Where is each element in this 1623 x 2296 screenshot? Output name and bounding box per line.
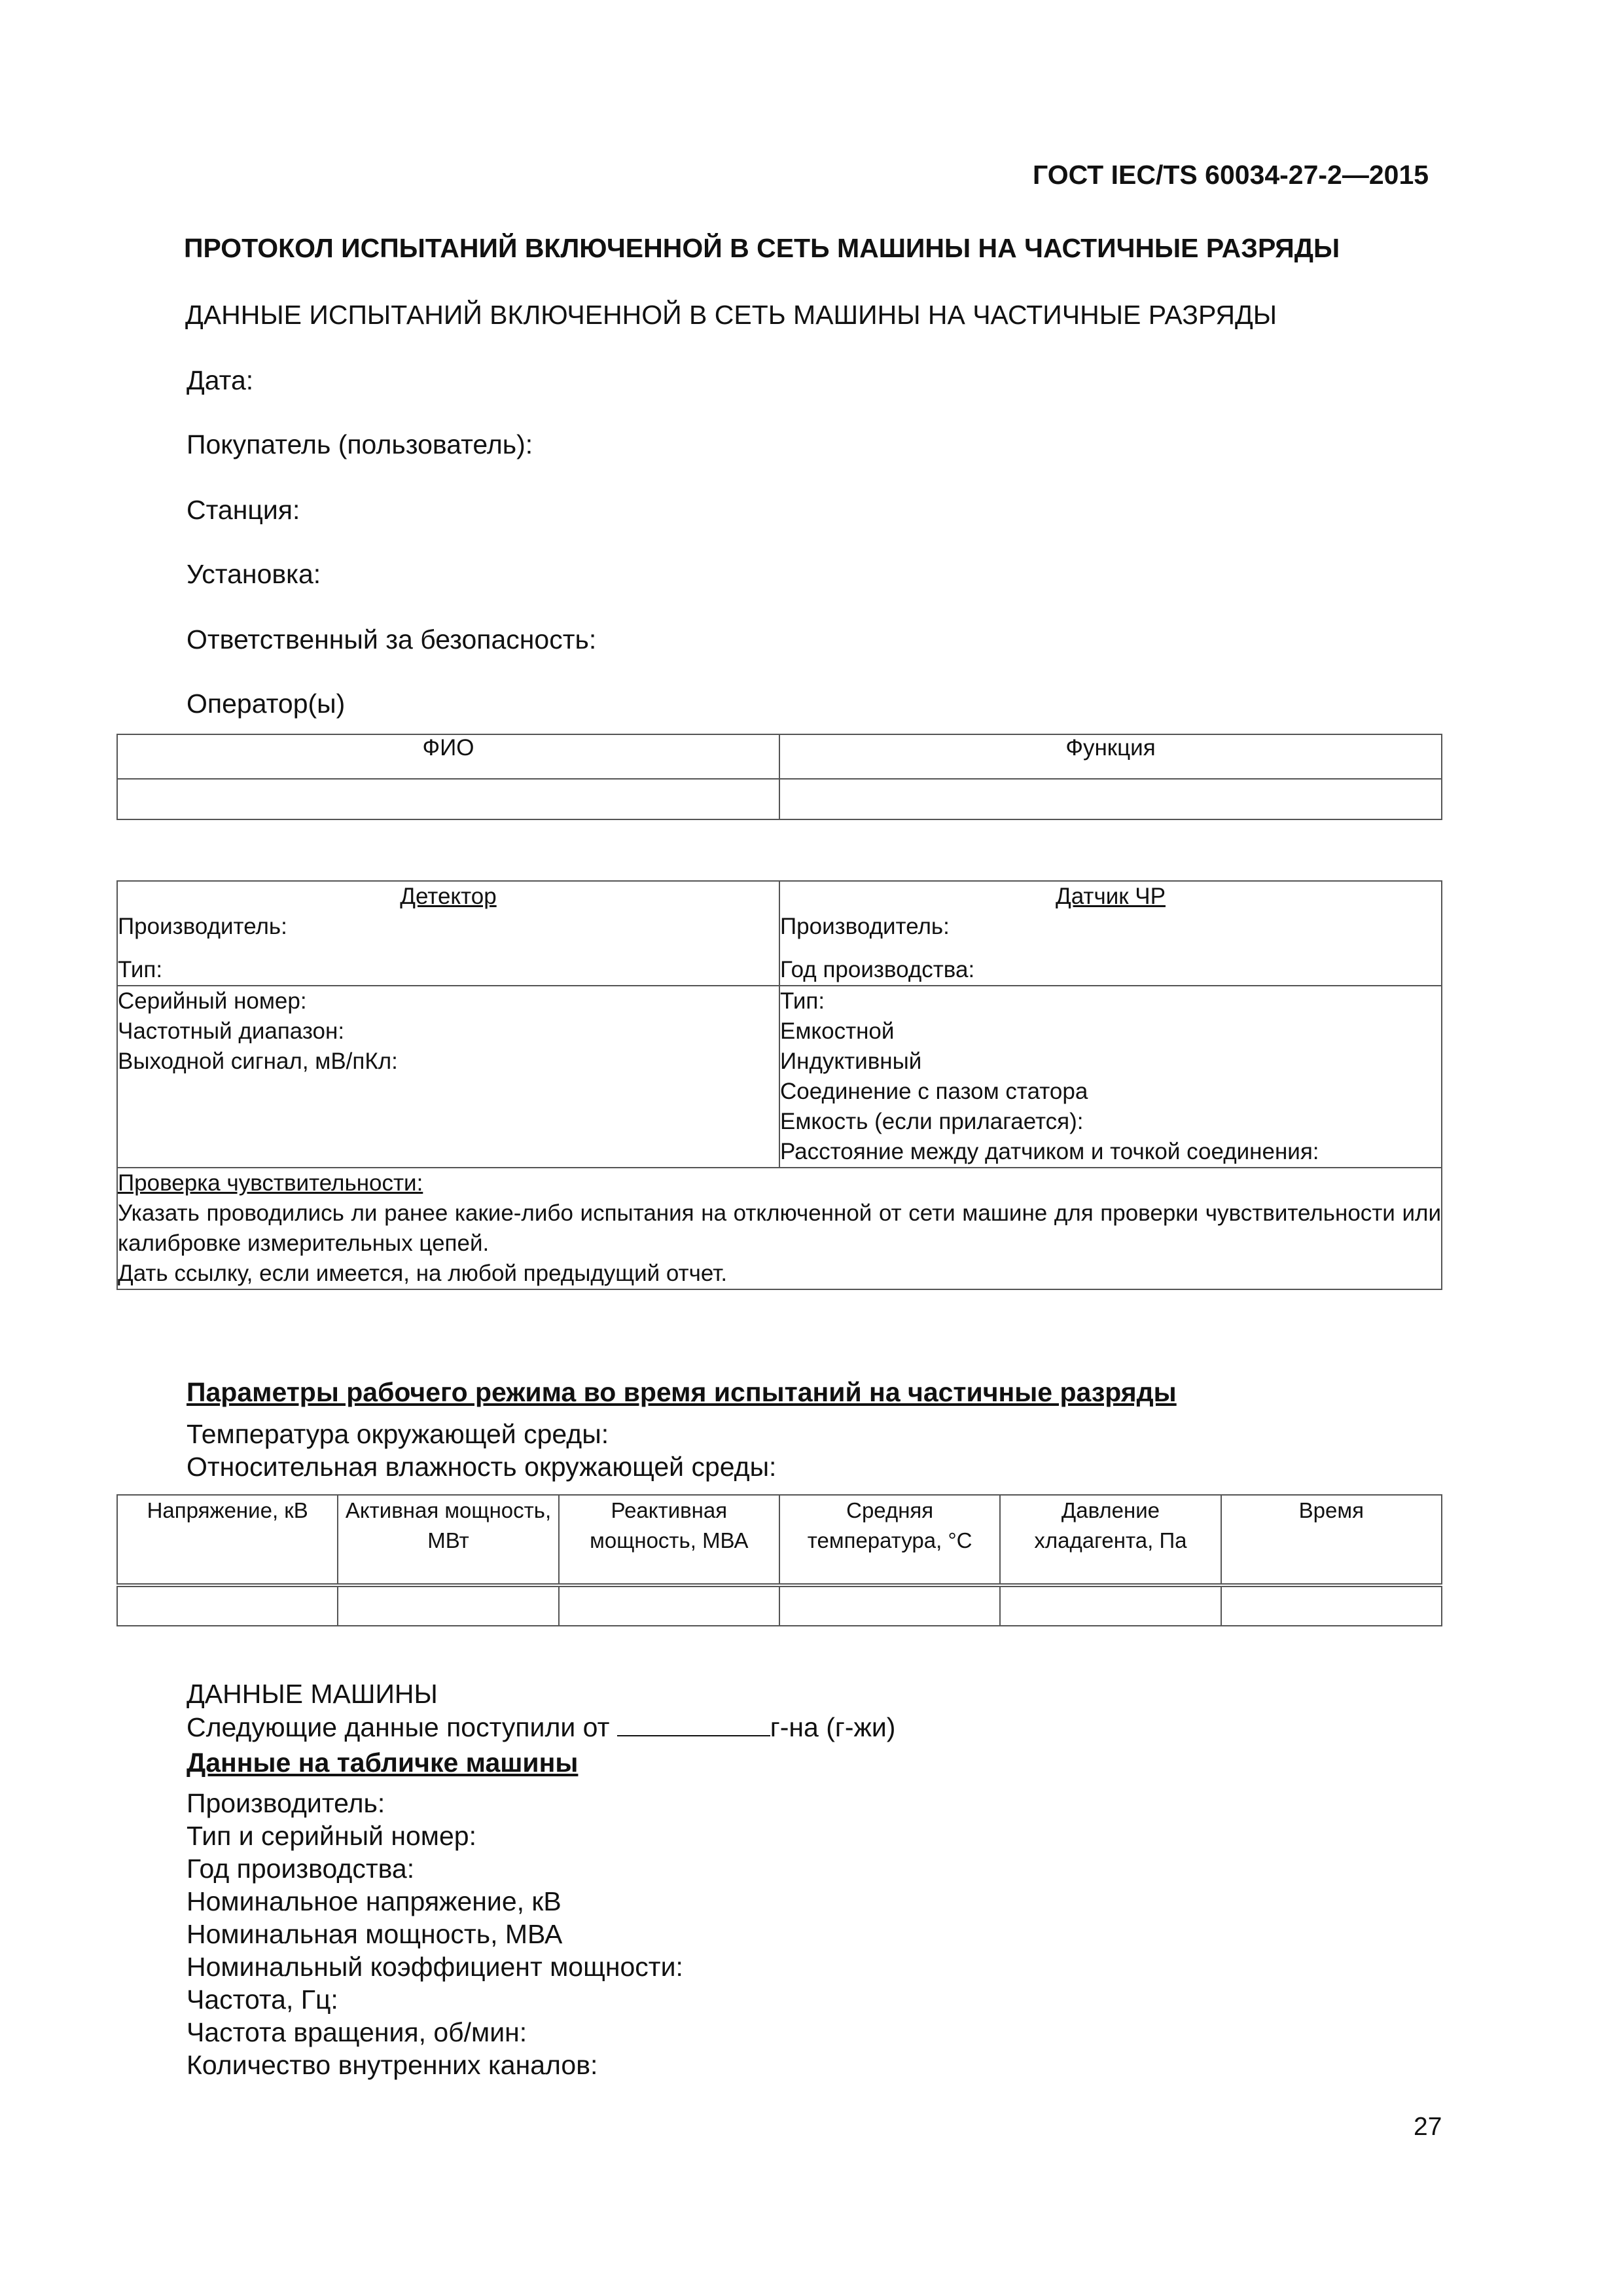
- equipment-table: [116, 880, 1442, 1290]
- sensitivity-heading: Проверка чувствительности:: [118, 1170, 423, 1196]
- nameplate-item: Производитель:: [187, 1788, 385, 1818]
- operators-col-function: Функция: [779, 734, 1442, 779]
- field-station: Станция:: [187, 495, 300, 525]
- param-cell: [1000, 1585, 1221, 1626]
- field-unit: Установка:: [187, 559, 321, 589]
- detector-cell: [117, 881, 779, 986]
- param-col-active-power: Активная мощность, МВт: [338, 1495, 558, 1585]
- nameplate-item: Номинальный коэффициент мощности:: [187, 1952, 683, 1982]
- sensor-cell: [779, 881, 1442, 986]
- sensor-slot-coupling: Соединение с пазом статора: [780, 1079, 1088, 1104]
- detector-frequency-range: Частотный диапазон:: [118, 1018, 345, 1044]
- sensitivity-reference: Дать ссылку, если имеется, на любой предыдущий отчет.: [118, 1261, 728, 1286]
- sensor-heading: Датчик ЧР: [1056, 884, 1166, 909]
- ambient-humidity: Относительная влажность окружающей среды:: [187, 1452, 777, 1482]
- param-cell: [117, 1585, 338, 1626]
- nameplate-item: Год производства:: [187, 1854, 415, 1884]
- nameplate-item: Количество внутренних каналов:: [187, 2050, 598, 2080]
- sensor-capacitive: Емкостной: [780, 1018, 895, 1044]
- operators-table: [116, 734, 1442, 820]
- machine-data-source: [187, 1712, 895, 1743]
- nameplate-heading: Данные на табличке машины: [187, 1748, 579, 1778]
- param-col-avg-temperature: Средняя температура, °C: [779, 1495, 1000, 1585]
- nameplate-item: Тип и серийный номер:: [187, 1821, 476, 1851]
- field-customer: Покупатель (пользователь):: [187, 429, 533, 459]
- param-col-reactive-power: Реактивная мощность, МВА: [559, 1495, 779, 1585]
- operating-params-table: [116, 1494, 1442, 1626]
- machine-source-blank: [617, 1712, 770, 1736]
- operators-cell-name: [117, 779, 779, 819]
- nameplate-item: Номинальное напряжение, кВ: [187, 1886, 562, 1916]
- sensor-type: Тип:: [780, 988, 825, 1014]
- sensor-year: Год производства:: [780, 957, 975, 982]
- detector-details-cell: [117, 986, 779, 1168]
- operators-cell-function: [779, 779, 1442, 819]
- sensor-inductive: Индуктивный: [780, 1049, 922, 1074]
- page-number: 27: [1414, 2113, 1442, 2141]
- machine-data-heading: ДАННЫЕ МАШИНЫ: [187, 1679, 438, 1709]
- field-safety-officer: Ответственный за безопасность:: [187, 624, 597, 655]
- protocol-title: ПРОТОКОЛ ИСПЫТАНИЙ ВКЛЮЧЕННОЙ В СЕТЬ МАШИНЫ НА ЧАСТИЧНЫЕ РАЗРЯДЫ: [184, 233, 1340, 263]
- detector-heading: Детектор: [400, 884, 497, 909]
- param-col-coolant-pressure: Давление хладагента, Па: [1000, 1495, 1221, 1585]
- sensitivity-text: Указать проводились ли ранее какие-либо испытания на отключенной от сети машине для проверки чувствительности или калибровке измерительных цепей.: [118, 1200, 1441, 1256]
- nameplate-item: Частота вращения, об/мин:: [187, 2017, 527, 2047]
- machine-source-suffix: г-на (г-жи): [770, 1712, 896, 1742]
- nameplate-list: [187, 1787, 683, 2081]
- operating-params-heading: Параметры рабочего режима во время испытаний на частичные разряды: [187, 1377, 1177, 1407]
- field-date: Дата:: [187, 365, 254, 395]
- param-cell: [559, 1585, 779, 1626]
- detector-type: Тип:: [118, 957, 163, 982]
- detector-serial: Серийный номер:: [118, 988, 307, 1014]
- operators-col-name: ФИО: [117, 734, 779, 779]
- nameplate-item: Номинальная мощность, МВА: [187, 1919, 563, 1949]
- param-cell: [338, 1585, 558, 1626]
- protocol-subtitle: ДАННЫЕ ИСПЫТАНИЙ ВКЛЮЧЕННОЙ В СЕТЬ МАШИНЫ НА ЧАСТИЧНЫЕ РАЗРЯДЫ: [185, 300, 1277, 330]
- sensor-manufacturer: Производитель:: [780, 914, 950, 939]
- field-operators: Оператор(ы): [187, 689, 346, 719]
- param-cell: [1221, 1585, 1442, 1626]
- ambient-temperature: Температура окружающей среды:: [187, 1419, 609, 1449]
- param-cell: [779, 1585, 1000, 1626]
- param-col-time: Время: [1221, 1495, 1442, 1585]
- param-col-voltage: Напряжение, кВ: [117, 1495, 338, 1585]
- nameplate-item: Частота, Гц:: [187, 1984, 338, 2015]
- detector-output: Выходной сигнал, мВ/пКл:: [118, 1049, 398, 1074]
- machine-source-prefix: Следующие данные поступили от: [187, 1712, 610, 1742]
- sensor-capacitance: Емкость (если прилагается):: [780, 1109, 1084, 1134]
- sensor-distance: Расстояние между датчиком и точкой соединения:: [780, 1139, 1319, 1164]
- detector-manufacturer: Производитель:: [118, 914, 287, 939]
- sensor-details-cell: [779, 986, 1442, 1168]
- sensitivity-cell: [117, 1168, 1442, 1289]
- standard-designation: ГОСТ IEC/TS 60034-27-2—2015: [1033, 160, 1429, 190]
